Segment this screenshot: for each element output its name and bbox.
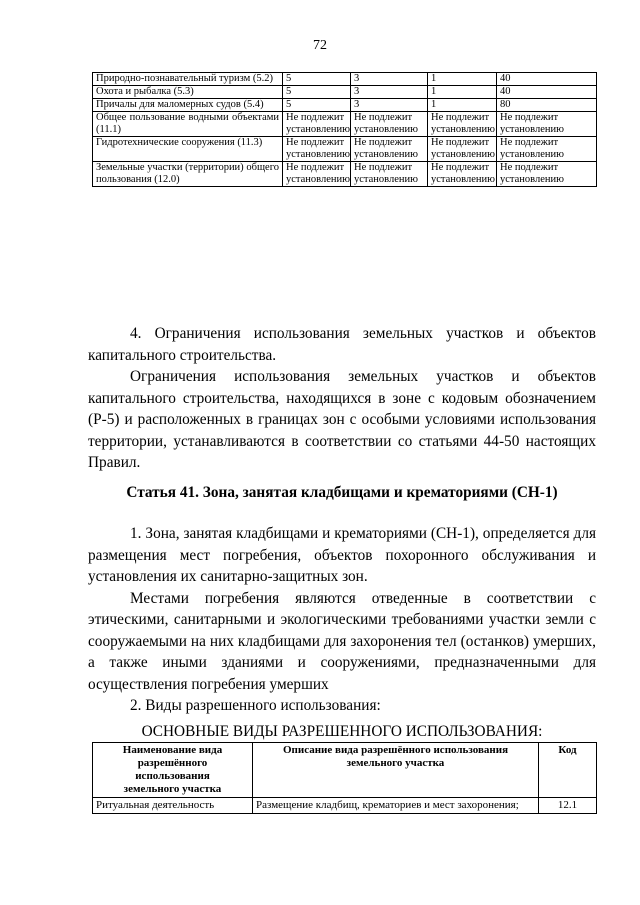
value-cell: 1 — [428, 86, 497, 99]
value-cell: 5 — [283, 73, 351, 86]
header-name: Наименование вида разрешённого использования земельного участка — [93, 743, 253, 798]
value-cell: Не подлежит установлению — [283, 112, 351, 137]
value-cell: 5 — [283, 99, 351, 112]
table-row — [93, 162, 597, 187]
article-41-paragraph-2: Местами погребения являются отведенные в соответствии с этическими, санитарными и экологическими требованиями участки земли с сооружаемыми на них кладбищами для захоронения тел (останков) умерших, а также иными зданиями и сооружениями, предназначенными для осуществления погребения умерших — [88, 589, 596, 693]
value-cell: Не подлежит установлению — [428, 112, 497, 137]
value-cell: Не подлежит установлению — [351, 162, 428, 187]
value-cell: Не подлежит установлению — [497, 112, 597, 137]
value-cell: 80 — [497, 99, 597, 112]
value-cell: Не подлежит установлению — [428, 137, 497, 162]
page-number: 72 — [313, 38, 327, 53]
value-cell: 1 — [428, 99, 497, 112]
table-row — [93, 86, 597, 99]
article-41-title: Статья 41. Зона, занятая кладбищами и крематориями (СН-1) — [126, 484, 558, 501]
cell-description: Размещение кладбищ, крематориев и мест захоронения; — [253, 798, 539, 814]
article-41-paragraph-3: 2. Виды разрешенного использования: — [130, 697, 381, 714]
table-row — [93, 798, 597, 814]
value-cell: Не подлежит установлению — [351, 137, 428, 162]
value-cell: 5 — [283, 86, 351, 99]
value-cell: Не подлежит установлению — [497, 137, 597, 162]
value-cell: 3 — [351, 99, 428, 112]
value-cell: Не подлежит установлению — [351, 112, 428, 137]
cell-name: Ритуальная деятельность — [93, 798, 253, 814]
table-row — [93, 112, 597, 137]
table-row — [93, 99, 597, 112]
value-cell: 3 — [351, 86, 428, 99]
header-description: Описание вида разрешённого использования земельного участка — [253, 743, 539, 798]
section-4-heading: 4. Ограничения использования земельных участков и объектов капитального строительства. — [88, 325, 596, 364]
table-header-row — [93, 743, 597, 798]
value-cell: 3 — [351, 73, 428, 86]
value-cell: 40 — [497, 86, 597, 99]
value-cell: 40 — [497, 73, 597, 86]
row-name-cell: Охота и рыбалка (5.3) — [93, 86, 283, 99]
value-cell: Не подлежит установлению — [428, 162, 497, 187]
row-name-cell: Общее пользование водными объектами (11.1) — [93, 112, 283, 137]
row-name-cell: Причалы для маломерных судов (5.4) — [93, 99, 283, 112]
zone-parameters-table — [92, 72, 597, 187]
value-cell: Не подлежит установлению — [283, 162, 351, 187]
article-41-paragraph-1: 1. Зона, занятая кладбищами и крематориями (СН-1), определяется для размещения мест погребения, объектов похоронного обслуживания и установления их санитарно-защитных зон. — [88, 525, 596, 585]
row-name-cell: Природно-познавательный туризм (5.2) — [93, 73, 283, 86]
row-name-cell: Гидротехнические сооружения (11.3) — [93, 137, 283, 162]
row-name-cell: Земельные участки (территории) общего пользования (12.0) — [93, 162, 283, 187]
table-row — [93, 137, 597, 162]
section-4-text — [88, 323, 596, 474]
article-41-text — [88, 523, 596, 717]
table-row — [93, 73, 597, 86]
cell-code: 12.1 — [539, 798, 597, 814]
main-uses-title: ОСНОВНЫЕ ВИДЫ РАЗРЕШЕННОГО ИСПОЛЬЗОВАНИЯ: — [141, 723, 543, 740]
value-cell: Не подлежит установлению — [283, 137, 351, 162]
section-4-body: Ограничения использования земельных участков и объектов капитального строительства, находящихся в зоне с кодовым обозначением (Р-5) и расположенных в границах зон с особыми условиями использования территории, устанавливаются в соответствии со статьями 44-50 настоящих Правил. — [88, 368, 596, 471]
header-code: Код — [539, 743, 597, 798]
main-uses-table — [92, 742, 597, 814]
value-cell: 1 — [428, 73, 497, 86]
value-cell: Не подлежит установлению — [497, 162, 597, 187]
